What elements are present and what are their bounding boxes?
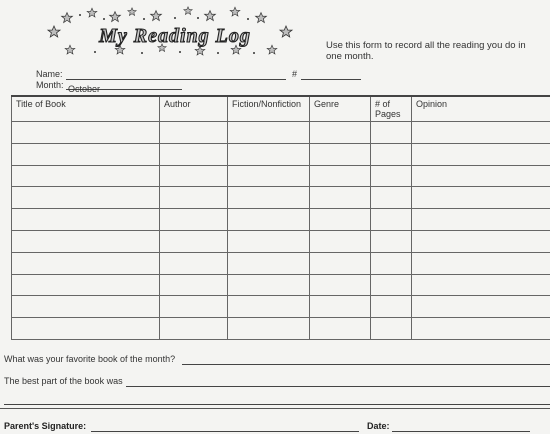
table-cell[interactable]: [310, 274, 371, 296]
table-cell[interactable]: [228, 252, 310, 274]
table-cell[interactable]: [160, 122, 228, 144]
table-cell[interactable]: [228, 165, 310, 187]
table-row: [12, 187, 550, 209]
table-row: [12, 165, 550, 187]
table-cell[interactable]: [160, 318, 228, 340]
svg-text:My Reading Log: My Reading Log: [98, 25, 251, 47]
table-cell[interactable]: [412, 143, 550, 165]
table-cell[interactable]: [160, 296, 228, 318]
table-cell[interactable]: [160, 143, 228, 165]
table-row: [12, 230, 550, 252]
table-cell[interactable]: [228, 274, 310, 296]
date-field[interactable]: [392, 421, 530, 432]
table-cell[interactable]: [12, 209, 160, 231]
table-cell[interactable]: [412, 296, 550, 318]
month-field[interactable]: [66, 79, 182, 90]
table-cell[interactable]: [310, 252, 371, 274]
table-cell[interactable]: [412, 187, 550, 209]
table-cell[interactable]: [160, 230, 228, 252]
table-cell[interactable]: [412, 209, 550, 231]
table-row: [12, 122, 550, 144]
table-cell[interactable]: [371, 209, 412, 231]
header-title: Title of Book: [12, 96, 160, 122]
table-header-row: [12, 96, 550, 122]
parent-signature-field[interactable]: [91, 421, 359, 432]
parent-signature-label: Parent's Signature:: [4, 421, 86, 431]
table-cell[interactable]: [12, 252, 160, 274]
table-cell[interactable]: [310, 165, 371, 187]
table-cell[interactable]: [12, 165, 160, 187]
table-cell[interactable]: [228, 187, 310, 209]
table-cell[interactable]: [310, 296, 371, 318]
table-cell[interactable]: [228, 230, 310, 252]
table-cell[interactable]: [371, 143, 412, 165]
number-label: #: [292, 69, 297, 79]
date-label: Date:: [367, 421, 390, 431]
table-cell[interactable]: [371, 122, 412, 144]
table-cell[interactable]: [160, 187, 228, 209]
table-cell[interactable]: [412, 252, 550, 274]
instructions-text: Use this form to record all the reading you do in one month.: [326, 40, 526, 62]
favorite-book-field[interactable]: [182, 354, 550, 365]
table-cell[interactable]: [228, 318, 310, 340]
table-cell[interactable]: [310, 187, 371, 209]
reading-log-title-logo: [40, 6, 310, 58]
table-row: [12, 143, 550, 165]
header-fiction-nonfiction: Fiction/Nonfiction: [228, 96, 310, 122]
table-cell[interactable]: [12, 230, 160, 252]
table-cell[interactable]: [160, 209, 228, 231]
table-cell[interactable]: [371, 252, 412, 274]
extra-answer-line[interactable]: [4, 394, 550, 405]
table-cell[interactable]: [228, 209, 310, 231]
table-cell[interactable]: [371, 318, 412, 340]
table-cell[interactable]: [228, 143, 310, 165]
month-label: Month:: [36, 80, 64, 90]
table-cell[interactable]: [12, 318, 160, 340]
table-cell[interactable]: [160, 252, 228, 274]
table-cell[interactable]: [12, 143, 160, 165]
table-cell[interactable]: [310, 209, 371, 231]
header-genre: Genre: [310, 96, 371, 122]
table-cell[interactable]: [371, 230, 412, 252]
table-cell[interactable]: [12, 274, 160, 296]
table-cell[interactable]: [310, 122, 371, 144]
table-row: [12, 252, 550, 274]
table-cell[interactable]: [371, 187, 412, 209]
table-cell[interactable]: [412, 165, 550, 187]
table-cell[interactable]: [412, 230, 550, 252]
table-cell[interactable]: [160, 165, 228, 187]
stars-title-graphic: [40, 6, 310, 58]
best-part-label: The best part of the book was: [4, 376, 123, 386]
table-row: [12, 209, 550, 231]
table-cell[interactable]: [310, 318, 371, 340]
table-row: [12, 318, 550, 340]
name-label: Name:: [36, 69, 63, 79]
table-cell[interactable]: [310, 230, 371, 252]
best-part-field[interactable]: [126, 376, 550, 387]
table-cell[interactable]: [412, 318, 550, 340]
table-cell[interactable]: [12, 122, 160, 144]
table-body: [12, 122, 550, 340]
table-cell[interactable]: [12, 296, 160, 318]
table-cell[interactable]: [228, 122, 310, 144]
table-row: [12, 296, 550, 318]
table-cell[interactable]: [412, 122, 550, 144]
table-cell[interactable]: [160, 274, 228, 296]
table-cell[interactable]: [12, 187, 160, 209]
month-value: October: [66, 84, 100, 94]
header-pages: # of Pages: [371, 96, 412, 122]
table-cell[interactable]: [228, 296, 310, 318]
header-opinion: Opinion: [412, 96, 550, 122]
table-cell[interactable]: [310, 143, 371, 165]
table-cell[interactable]: [371, 274, 412, 296]
table-row: [12, 274, 550, 296]
header-author: Author: [160, 96, 228, 122]
favorite-book-label: What was your favorite book of the month?: [4, 354, 175, 364]
reading-log-table: [11, 95, 550, 340]
table-cell[interactable]: [371, 165, 412, 187]
number-field[interactable]: [301, 69, 361, 80]
table-cell[interactable]: [371, 296, 412, 318]
table-cell[interactable]: [412, 274, 550, 296]
